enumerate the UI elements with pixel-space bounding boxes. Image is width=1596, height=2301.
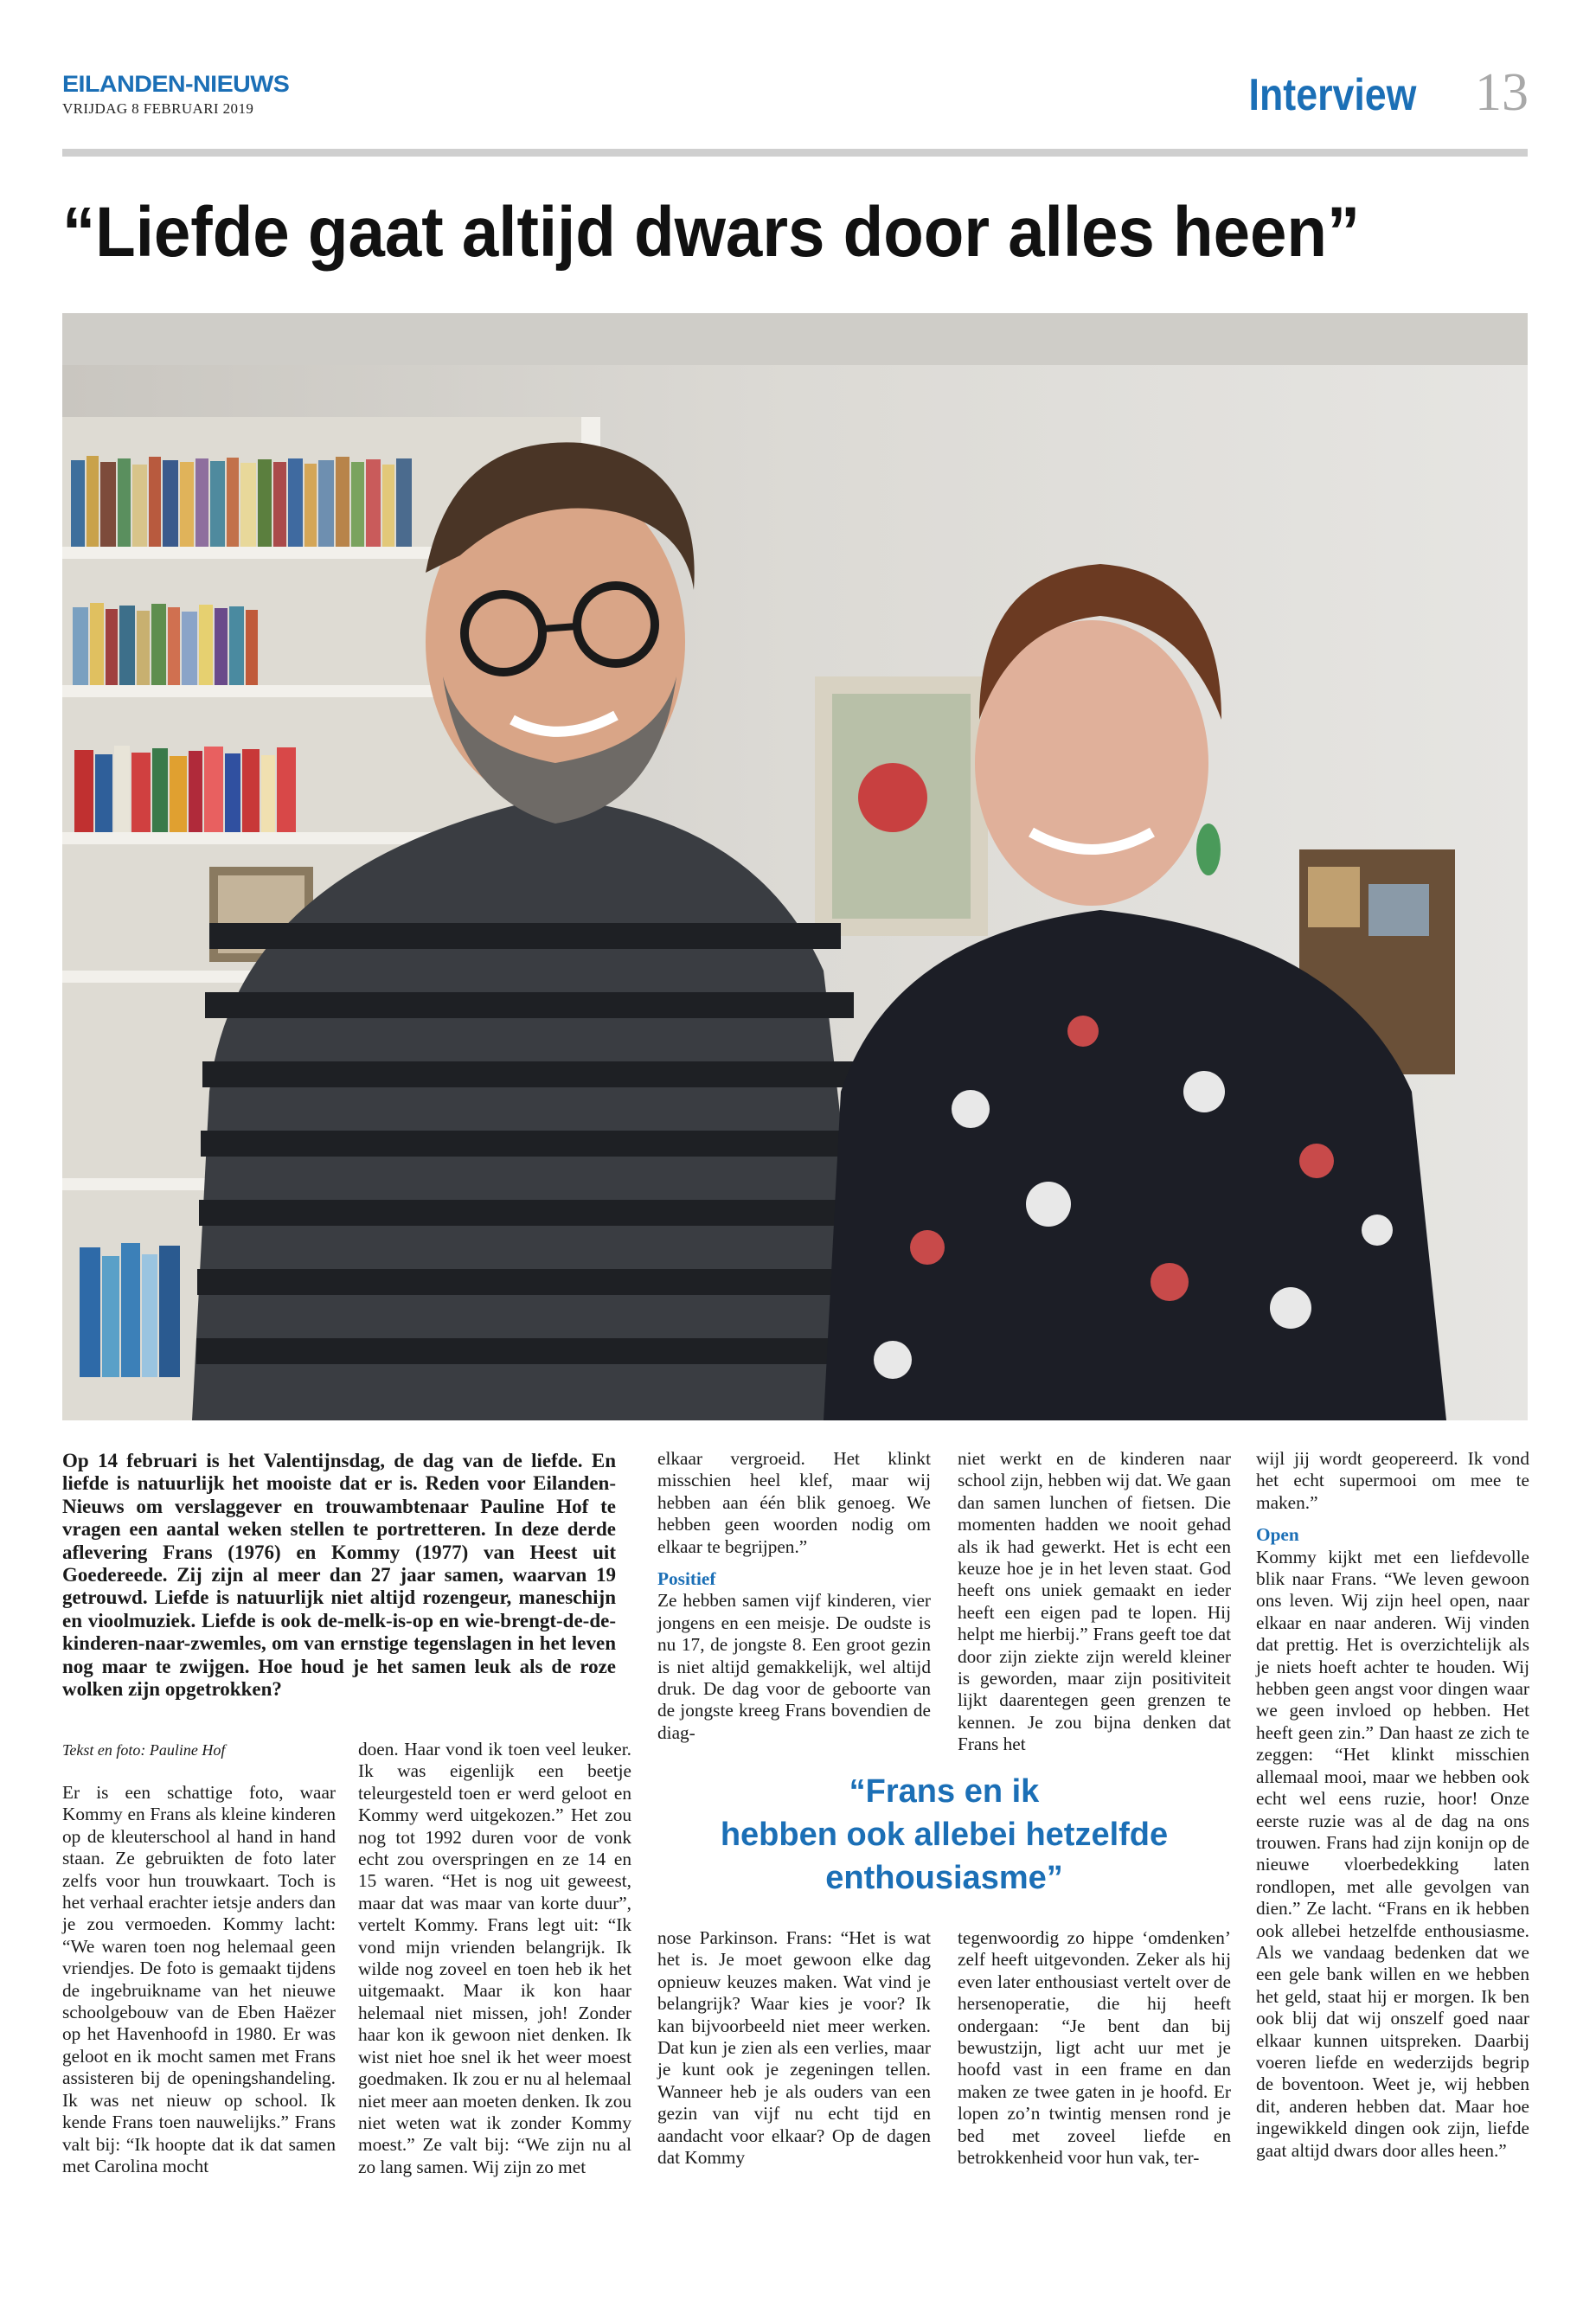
section-title: Interview	[1248, 70, 1416, 120]
body-column-3-top	[657, 1448, 931, 1744]
body-paragraph: Er is een schattige foto, waar Kommy en Frans als kleine kinderen op de kleuterschool al hand in hand staan. Ze gebruikten de foto later zelfs voor hun trouwkaart. Toch is het verhaal erachter ietsje anders dan je zou vermoeden. Kommy lacht: “We waren toen nog helemaal geen vriendjes. De foto is gemaakt tijdens de ingebruikname van het nieuwe schoolgebouw van de Eben Haëzer op het Havenhoofd in 1980. Er was geloot en ik mocht samen met Frans assisteren bij de openingshandeling. Ik was net nieuw op school. Ik kende Frans toen nauwelijks.” Frans valt bij: “Ik hoopte dat ik dat samen met Carolina mocht	[62, 1782, 336, 2176]
article-headline: “Liefde gaat altijd dwars door alles heen”	[62, 193, 1361, 272]
article-lead: Op 14 februari is het Valentijnsdag, de dag van de liefde. En liefde is natuurlijk het mooiste dat er is. Reden voor Eilanden-Nieuws om verslaggever en trouwambtenaar Pauline Hof te vragen een aantal weken stellen te portretteren. In deze derde aflevering Frans (1976) en Kommy (1977) van Heest uit Goedereede. Zij zijn al meer dan 27 jaar samen, waarvan 19 getrouwd. Liefde is natuurlijk niet altijd rozengeur, maneschijn en vioolmuziek. Liefde is ook de-melk-is-op en wie-brengt-de-de-kinderen-naar-zwemles, om van ernstige tegenslagen in het leven nog maar te zwijgen. Hoe houd je het samen leuk als de roze wolken zijn opgetrokken?	[62, 1450, 616, 1701]
body-column-3-bottom	[657, 1927, 931, 2169]
header-rule	[62, 149, 1528, 157]
body-paragraph: tegenwoordig zo hippe ‘omdenken’ zelf heeft uitgevonden. Zeker als hij even later enthousiast vertelt over de hersenoperatie, die hij heeft ondergaan: “Je bent dan bij bewustzijn, ligt acht uur met je hoofd vast in een frame en dan maken ze twee gaten in je hoofd. Er lopen zo’n twintig mensen rond je bed met zoveel liefde en betrokkenheid voor hun vak, ter-	[958, 1927, 1231, 2169]
body-paragraph: nose Parkinson. Frans: “Het is wat het is. Je moet gewoon elke dag opnieuw keuzes maken. Wat vind je belangrijk? Waar kies je voor? Ik kan bijvoorbeeld niet meer werken. Dat kun je zien als een verlies, maar je kunt ook je zegeningen tellen. Wanneer heb je als ouders van een gezin van vijf nu echt tijd en aandacht voor elkaar? Op de dagen dat Kommy	[657, 1927, 931, 2169]
body-column-2	[358, 1739, 631, 2178]
body-column-5	[1256, 1448, 1529, 2162]
page-number: 13	[1475, 63, 1529, 122]
body-paragraph: niet werkt en de kinderen naar school zijn, hebben wij dat. We gaan dan samen lunchen of fietsen. Die momenten hadden we nooit gehad als ik had gewerkt. Het is echt een keuze hoe je in het leven staat. God heeft ons uniek gemaakt en ieder heeft een eigen pad te lopen. Hij helpt me hierbij.” Frans geeft toe dat door zijn ziekte zijn wereld kleiner is geworden, maar zijn positiviteit lijkt daarentegen geen grenzen te kennen. Je zou bijna denken dat Frans het	[958, 1448, 1231, 1755]
body-paragraph: Kommy kijkt met een liefdevolle blik naar Frans. “We leven gewoon ons leven. Wij zijn heel open, naar elkaar en naar anderen. Wij vinden dat prettig. Het is overzichtelijk als je niets hoeft achter te houden. Wij hebben geen angst voor dingen waar we geen invloed op hebben. Het heeft geen zin.” Dan haast ze zich te zeggen: “Het klinkt misschien allemaal mooi, maar we hebben ook echt wel eens ruzie, hoor! Onze eerste ruzie was al de dag na ons trouwen. Frans had zijn konijn op de nieuwe vloerbedekking laten rondlopen, met alle gevolgen van dien.” Ze lacht. “Frans en ik hebben ook allebei hetzelfde enthousiasme. Als we vandaag bedenken dat we een gele bank willen en we hebben het geld, staat hij er morgen. Ik ben ook blij dat wij onszelf goed naar elkaar kunnen uitspreken. Daarbij voeren liefde en wederzijds begrip de boventoon. Weet je, wij hebben dit, anderen hebben dat. Maar hoe ingewikkeld dingen ook zijn, liefde gaat altijd dwars door alles heen.”	[1256, 1546, 1529, 2161]
body-column-4-bottom	[958, 1927, 1231, 2169]
pull-quote-line: hebben ook allebei hetzelfde	[720, 1817, 1169, 1853]
body-paragraph: wijl jij wordt geopereerd. Ik vond het echt supermooi om mee te maken.”	[1256, 1448, 1529, 1513]
books-row-3	[74, 746, 296, 832]
pull-quote-line: “Frans en ik	[849, 1773, 1040, 1810]
subheading-open: Open	[1256, 1524, 1299, 1546]
pull-quote-line: enthousiasme”	[825, 1860, 1063, 1896]
body-paragraph: doen. Haar vond ik toen veel leuker. Ik was eigenlijk een beetje teleurgesteld toen er werd geloot en Kommy werd uitgekozen.” Het zou nog tot 1992 duren voor de vonk echt zou overspringen en ze 14 en 15 waren. “Het is nog uit geweest, maar dat was maar van korte duur”, vertelt Kommy. Frans legt uit: “Ik vond mijn vrienden belangrijk. Ik wilde nog zoveel en toen heb ik het uitgemaakt. Maar ik kon haar helemaal niet missen, joh! Zonder haar kon ik gewoon niet denken. Ik wist niet hoe snel ik het weer moest goedmaken. Ik zou er nu al helemaal niet meer aan moeten denken. Ik zou niet weten wat ik zonder Kommy moest.” Ze valt bij: “We zijn nu al zo lang samen. Wij zijn zo met	[358, 1739, 631, 2177]
books-row-1	[71, 456, 412, 547]
body-paragraph: Ze hebben samen vijf kinderen, vier jongens en een meisje. De oudste is nu 17, de jongste 8. Een groot gezin is niet altijd gemakkelijk, wel altijd druk. De dag voor de geboorte van de jongste kreeg Frans bovendien de diag-	[657, 1590, 931, 1743]
books-row-4	[80, 1243, 180, 1377]
masthead-logo: EILANDEN-NIEUWS	[62, 71, 290, 97]
photo-credit: Tekst en foto: Pauline Hof	[62, 1741, 226, 1759]
issue-date: VRIJDAG 8 FEBRUARI 2019	[62, 100, 254, 117]
pull-quote	[657, 1770, 1231, 1900]
couple-photo	[62, 313, 1528, 1420]
body-column-4-top	[958, 1448, 1231, 1756]
body-column-1	[62, 1782, 336, 2177]
books-row-2	[73, 603, 258, 685]
subheading-positief: Positief	[657, 1568, 716, 1590]
body-paragraph: elkaar vergroeid. Het klinkt misschien heel klef, maar wij hebben aan één blik genoeg. We hebben geen woorden nodig om elkaar te begrijpen.”	[657, 1448, 931, 1557]
